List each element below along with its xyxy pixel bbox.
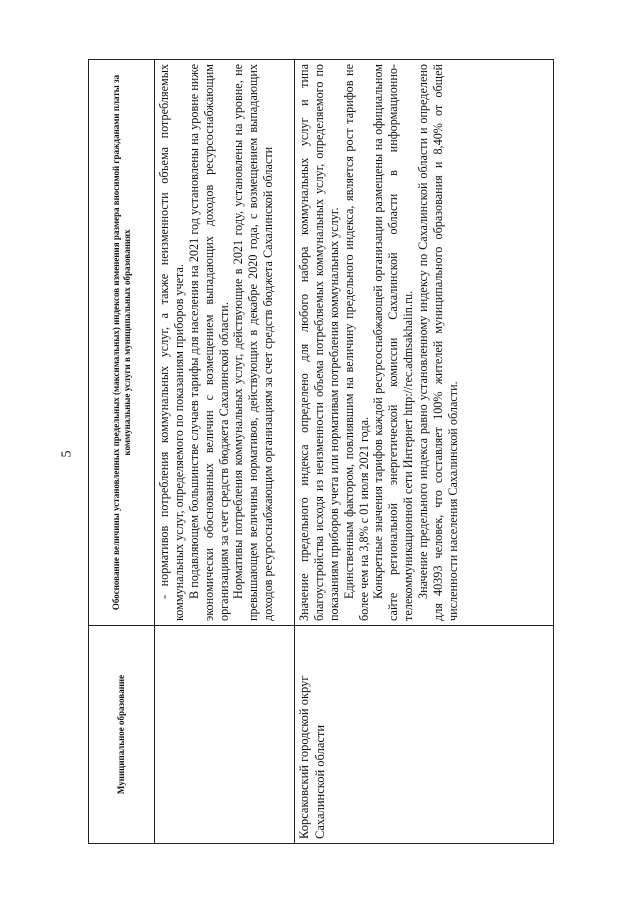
- paragraph: Значение предельного индекса равно установленному индексу по Сахалинской области и определено для 40393 человек, что составляет 100% жителей муниципального образования и 8,40% от общей численности населения Сахалинской области.: [416, 64, 460, 621]
- justification-cell: [155, 60, 295, 626]
- rotated-table-container: [88, 60, 554, 844]
- index-justification-table: [88, 59, 554, 844]
- municipality-cell: [155, 626, 295, 844]
- page-number: 5: [59, 450, 75, 458]
- header-justification: Обоснование величины установленных предельных (максимальных) индексов изменения размера вносимой гражданами платы за коммунальные услуги в муниципальных образованиях: [89, 60, 155, 626]
- table-row: [155, 60, 295, 844]
- paragraph: Значение предельного индекса определено для любого набора коммунальных услуг и типа благоустройства исходя из неизменности объема потребляемых коммунальных услуг, определяемого по показаниям приборов учета или нормативам потребления коммунальных услуг.: [297, 64, 341, 621]
- paragraph: Нормативы потребления коммунальных услуг, действующие в 2021 году, установлены на уровне, не превышающем величины нормативов, действующих в декабре 2020 года, с возмещением выпадающих доходов ресурсоснабжающим организациям за счет средств бюджета Сахалинской области: [231, 64, 276, 621]
- table-header-row: [89, 60, 155, 844]
- municipality-cell: Корсаковский городской округ Сахалинской области: [295, 626, 554, 844]
- paragraph: - нормативов потребления коммунальных услуг, а также неизменности объема потребляемых коммунальных услуг, определяемого по показаниям приборов учета.: [157, 64, 186, 621]
- header-municipality: Муниципальное образование: [89, 626, 155, 844]
- justification-cell: [295, 60, 554, 626]
- paragraph: Единственным фактором, повлиявшим на величину предельного индекса, является рост тарифов не более чем на 3,8% с 01 июля 2021 года.: [341, 64, 371, 621]
- paragraph: В подавляющем большинстве случаев тарифы для населения на 2021 год установлены на уровне ниже экономически обоснованных величин с возмещением выпадающих доходов ресурсоснабжающим организациям за счет средств бюджета Сахалинской области.: [186, 64, 231, 621]
- table-row: [295, 60, 554, 844]
- paragraph: Конкретные значения тарифов каждой ресурсоснабжающей организации размещены на официальном сайте региональной энергетической комиссии Сахалинской области в информационно-телекоммуникационной сети Интернет http://rec.admsakhalin.ru.: [371, 64, 416, 621]
